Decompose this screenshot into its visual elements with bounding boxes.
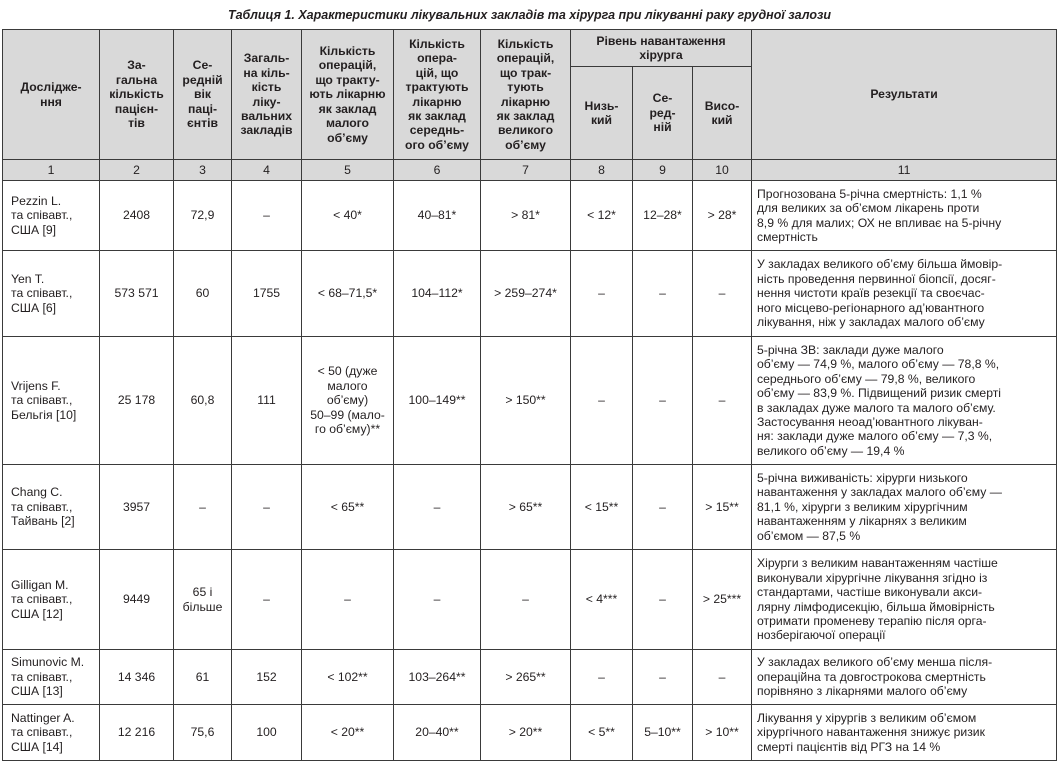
cell-results: 5-річна виживаність: хірурги низького навантаження у закладах малого об’єму — 81,1 %, хірурги з великим хірургічним навантаженням у лікарнях з великим об’ємом — 87,5 % (752, 465, 1057, 550)
cell-results: 5-річна ЗВ: заклади дуже малого об’єму — 74,9 %, малого об’єму — 78,8 %, середнього об’єму — 79,8 %, великого об’єму — 83,9 %. Підвищений ризик смерті в закладах дуже малого та малого об’єму. Застосування неоад’ювантного лікуван- ня: заклади дуже малого об’єму — 7,3 %, великого об’єму — 19,4 % (752, 337, 1057, 465)
cell-load-mid: – (633, 550, 693, 650)
cell-load-high: > 10** (693, 705, 752, 761)
cell-load-low: – (571, 650, 633, 705)
cell-large-volume: > 81* (481, 181, 571, 251)
cell-study: Pezzin L. та співавт., США [9] (3, 181, 100, 251)
cell-load-high: > 25*** (693, 550, 752, 650)
cell-results: У закладах великого об’єму більша ймовір- ність проведення первинної біопсії, досяг- нення чистоти країв резекції та своєчас- ного місцево-регіонарного ад’ювантного лікування, ніж у закладах малого об’єму (752, 251, 1057, 337)
cell-facilities: – (232, 550, 302, 650)
cell-results: Хірурги з великим навантаженням частіше виконували хірургічне лікування згідно із стандартами, частіше виконували акси- лярну лімфодисекцію, більша ймовірність отримати променеву терапію після орга- нозберігаючої операції (752, 550, 1057, 650)
cell-age: 61 (174, 650, 232, 705)
header-age: Се- редній вік паці- єнтів (174, 30, 232, 160)
table-caption: Таблиця 1. Характеристики лікувальних закладів та хірурга при лікуванні раку грудної залози (227, 8, 832, 22)
cell-patients: 14 346 (100, 650, 174, 705)
cell-facilities: 152 (232, 650, 302, 705)
cell-load-mid: – (633, 650, 693, 705)
header-large-volume: Кількість операцій, що трак- тують лікарню як заклад великого об’єму (481, 30, 571, 160)
cell-medium-volume: 103–264** (394, 650, 481, 705)
table-row (3, 705, 1057, 761)
cell-load-mid: – (633, 337, 693, 465)
cell-results: Лікування у хірургів з великим об’ємом хірургічного навантаження знижує ризик смерті пацієнтів від РГЗ на 14 % (752, 705, 1057, 761)
column-number: 4 (232, 160, 302, 181)
cell-large-volume: > 265** (481, 650, 571, 705)
column-number: 6 (394, 160, 481, 181)
cell-medium-volume: 100–149** (394, 337, 481, 465)
cell-study: Yen T. та співавт., США [6] (3, 251, 100, 337)
table-row (3, 251, 1057, 337)
cell-facilities: 1755 (232, 251, 302, 337)
header-medium-volume: Кількість опера- цій, що трактують лікарню як заклад середнь- ого об’єму (394, 30, 481, 160)
cell-age: 65 і більше (174, 550, 232, 650)
cell-age: 75,6 (174, 705, 232, 761)
cell-load-mid: – (633, 465, 693, 550)
cell-results: У закладах великого об’єму менша після- операційна та довгострокова смертність порівняно з лікарнями малого об’єму (752, 650, 1057, 705)
table-row (3, 650, 1057, 705)
cell-large-volume: > 150** (481, 337, 571, 465)
column-number: 3 (174, 160, 232, 181)
cell-small-volume: < 68–71,5* (302, 251, 394, 337)
cell-medium-volume: – (394, 550, 481, 650)
table-row (3, 465, 1057, 550)
cell-large-volume: – (481, 550, 571, 650)
cell-patients: 9449 (100, 550, 174, 650)
cell-medium-volume: 20–40** (394, 705, 481, 761)
header-row (3, 30, 1057, 67)
column-number: 8 (571, 160, 633, 181)
cell-patients: 3957 (100, 465, 174, 550)
cell-load-low: – (571, 251, 633, 337)
header-surgeon-load: Рівень навантаження хірурга (571, 30, 752, 67)
table-row (3, 337, 1057, 465)
table-row (3, 181, 1057, 251)
header-study: Дослідже- ння (3, 30, 100, 160)
column-number: 7 (481, 160, 571, 181)
column-number-row (3, 160, 1057, 181)
cell-facilities: – (232, 181, 302, 251)
column-number: 2 (100, 160, 174, 181)
header-results: Результати (752, 30, 1057, 160)
cell-facilities: 100 (232, 705, 302, 761)
cell-patients: 25 178 (100, 337, 174, 465)
cell-load-mid: – (633, 251, 693, 337)
cell-study: Simunovic M. та співавт., США [13] (3, 650, 100, 705)
cell-load-low: < 5** (571, 705, 633, 761)
cell-age: 60,8 (174, 337, 232, 465)
cell-load-high: – (693, 337, 752, 465)
header-small-volume: Кількість операцій, що тракту- ють лікарню як заклад малого об’єму (302, 30, 394, 160)
cell-age: 72,9 (174, 181, 232, 251)
cell-load-low: < 12* (571, 181, 633, 251)
cell-medium-volume: 40–81* (394, 181, 481, 251)
column-number: 10 (693, 160, 752, 181)
cell-facilities: – (232, 465, 302, 550)
header-facilities: Загаль- на кіль- кість ліку- вальних закладів (232, 30, 302, 160)
column-number: 11 (752, 160, 1057, 181)
column-number: 9 (633, 160, 693, 181)
cell-medium-volume: 104–112* (394, 251, 481, 337)
cell-patients: 2408 (100, 181, 174, 251)
cell-small-volume: < 65** (302, 465, 394, 550)
cell-load-low: – (571, 337, 633, 465)
cell-small-volume: < 20** (302, 705, 394, 761)
cell-load-mid: 5–10** (633, 705, 693, 761)
cell-small-volume: – (302, 550, 394, 650)
cell-load-high: – (693, 650, 752, 705)
cell-load-mid: 12–28* (633, 181, 693, 251)
cell-study: Vrijens F. та співавт., Бельгія [10] (3, 337, 100, 465)
cell-medium-volume: – (394, 465, 481, 550)
column-number: 1 (3, 160, 100, 181)
cell-results: Прогнозована 5-річна смертність: 1,1 % для великих за об’ємом лікарень проти 8,9 % для малих; ОХ не впливає на 5-річну смертність (752, 181, 1057, 251)
cell-small-volume: < 102** (302, 650, 394, 705)
study-table (2, 29, 1057, 761)
cell-patients: 573 571 (100, 251, 174, 337)
header-load-low: Низь- кий (571, 67, 633, 160)
cell-study: Nattinger A. та співавт., США [14] (3, 705, 100, 761)
cell-large-volume: > 259–274* (481, 251, 571, 337)
cell-load-low: < 15** (571, 465, 633, 550)
table-row (3, 550, 1057, 650)
cell-age: 60 (174, 251, 232, 337)
cell-load-high: > 28* (693, 181, 752, 251)
cell-large-volume: > 20** (481, 705, 571, 761)
column-number: 5 (302, 160, 394, 181)
cell-patients: 12 216 (100, 705, 174, 761)
cell-small-volume: < 50 (дуже малого об’єму) 50–99 (мало- го об’єму)** (302, 337, 394, 465)
cell-load-high: – (693, 251, 752, 337)
cell-facilities: 111 (232, 337, 302, 465)
cell-large-volume: > 65** (481, 465, 571, 550)
cell-study: Chang C. та співавт., Тайвань [2] (3, 465, 100, 550)
header-load-high: Висо- кий (693, 67, 752, 160)
cell-age: – (174, 465, 232, 550)
cell-study: Gilligan M. та співавт., США [12] (3, 550, 100, 650)
header-load-mid: Се- ред- ній (633, 67, 693, 160)
cell-load-high: > 15** (693, 465, 752, 550)
header-patients: За- гальна кількість пацієн- тів (100, 30, 174, 160)
cell-load-low: < 4*** (571, 550, 633, 650)
cell-small-volume: < 40* (302, 181, 394, 251)
